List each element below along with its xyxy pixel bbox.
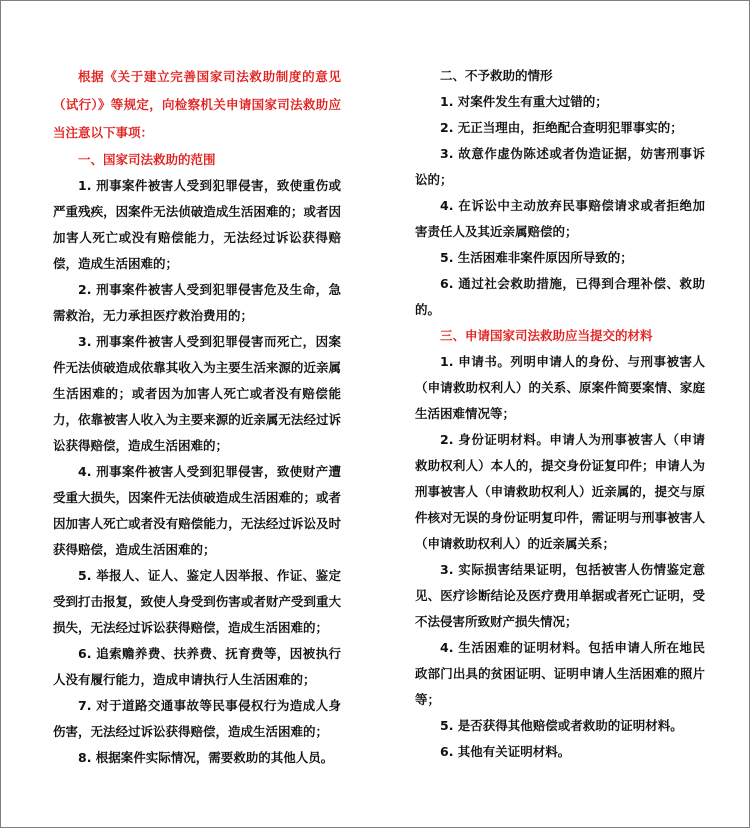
section-3-item: 3. 实际损害结果证明，包括被害人伤情鉴定意见、医疗诊断结论及医疗费用单据或者死亡证明，受不法侵害所致财产损失情况； [415,562,705,629]
section-2-item: 3. 故意作虚伪陈述或者伪造证据，妨害刑事诉讼的； [415,146,705,187]
section-2-item: 4. 在诉讼中主动放弃民事赔偿请求或者拒绝加害责任人及其近亲属赔偿的； [415,198,705,239]
section-1-item: 1. 刑事案件被害人受到犯罪侵害，致使重伤或严重残疾，因案件无法侦破造成生活困难的；或者因加害人死亡或没有赔偿能力，无法经过诉讼获得赔偿，造成生活困难的； [53,178,341,271]
right-column [415,63,705,765]
section-3-item: 5. 是否获得其他赔偿或者救助的证明材料。 [440,718,683,733]
section-2-item: 6. 通过社会救助措施，已得到合理补偿、救助的。 [415,276,705,317]
section-3-item: 2. 身份证明材料。申请人为刑事被害人（申请救助权利人）本人的，提交身份证复印件；申请人为刑事被害人（申请救助权利人）近亲属的，提交与原件核对无误的身份证明复印件，需证明与刑事被害人（申请救助权利人）的近亲属关系； [415,432,705,551]
section-2-item: 2. 无正当理由，拒绝配合查明犯罪事实的； [440,120,683,135]
section-3-item: 4. 生活困难的证明材料。包括申请人所在地民政部门出具的贫困证明、证明申请人生活困难的照片等； [415,640,705,707]
section-3-heading: 三、申请国家司法救助应当提交的材料 [440,328,653,343]
section-3-item: 6. 其他有关证明材料。 [440,744,571,759]
left-column [53,63,341,771]
section-2-item: 5. 生活困难非案件原因所导致的； [440,250,633,265]
section-1-item: 3. 刑事案件被害人受到犯罪侵害而死亡，因案件无法侦破造成依靠其收入为主要生活来源的近亲属生活困难的；或者因为加害人死亡或者没有赔偿能力，依靠被害人收入为主要来源的近亲属无法经过诉讼获得赔偿，造成生活困难的； [53,334,341,453]
section-2-heading: 二、不予救助的情形 [440,68,553,83]
section-1-item: 8. 根据案件实际情况，需要救助的其他人员。 [78,750,334,765]
section-1-item: 5. 举报人、证人、鉴定人因举报、作证、鉴定受到打击报复，致使人身受到伤害或者财产受到重大损失，无法经过诉讼获得赔偿，造成生活困难的； [53,568,341,635]
section-1-item: 7. 对于道路交通事故等民事侵权行为造成人身伤害，无法经过诉讼获得赔偿，造成生活困难的； [53,698,341,739]
section-2-item: 1. 对案件发生有重大过错的； [440,94,608,109]
intro-paragraph: 根据《关于建立完善国家司法救助制度的意见（试行）》等规定，向检察机关申请国家司法救助应当注意以下事项： [53,69,341,140]
section-1-item: 2. 刑事案件被害人受到犯罪侵害危及生命，急需救治，无力承担医疗救治费用的； [53,282,341,323]
section-1-item: 6. 追索赡养费、扶养费、抚育费等，因被执行人没有履行能力，造成申请执行人生活困难的； [53,646,341,687]
section-3-item: 1. 申请书。列明申请人的身份、与刑事被害人（申请救助权利人）的关系、原案件简要案情、家庭生活困难情况等； [415,354,705,421]
section-1-heading: 一、国家司法救助的范围 [78,152,216,167]
section-1-item: 4. 刑事案件被害人受到犯罪侵害，致使财产遭受重大损失，因案件无法侦破造成生活困难的；或者因加害人死亡或者没有赔偿能力，无法经过诉讼及时获得赔偿，造成生活困难的； [53,464,341,557]
